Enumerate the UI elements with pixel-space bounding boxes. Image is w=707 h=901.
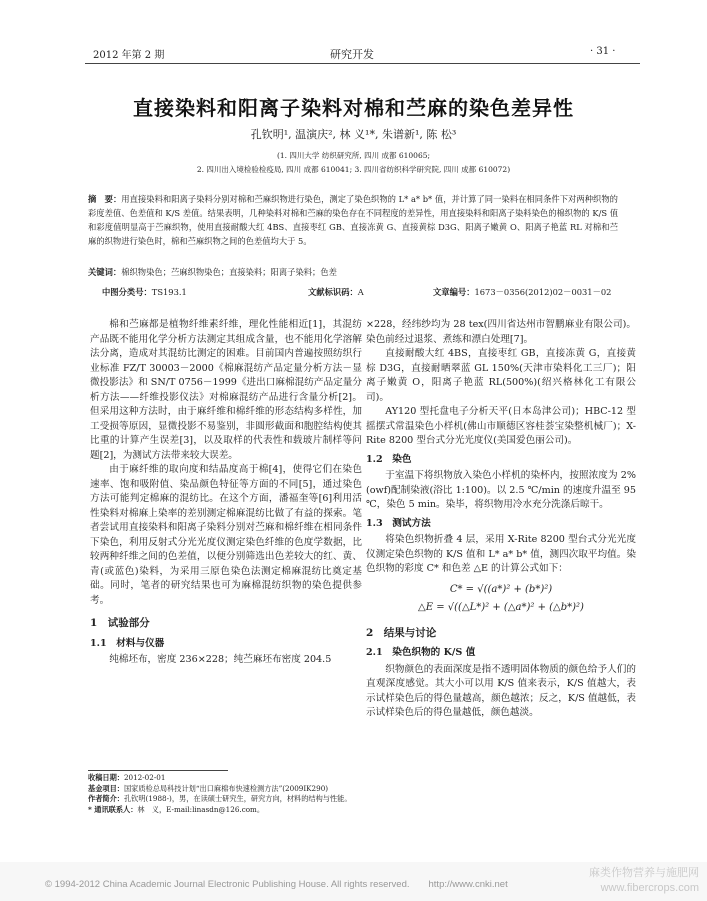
- watermark-line-2: www.fibercrops.com: [600, 882, 699, 894]
- footnotes: [88, 773, 366, 815]
- abstract-label: 摘 要：: [88, 194, 122, 204]
- section-heading-2: 2 结果与讨论: [366, 626, 437, 639]
- doc-code: A: [357, 287, 364, 297]
- article-number-label: 文章编号：: [433, 287, 475, 297]
- clc-number: TS193.1: [151, 287, 187, 297]
- authors: 孔钦明¹, 温演庆², 林 义¹*, 朱谱新¹, 陈 松³: [250, 128, 457, 141]
- article-title: 直接染料和阳离子染料对棉和苎麻的染色差异性: [133, 96, 574, 120]
- header-left: 2012 年第 2 期: [93, 50, 165, 61]
- right-column: [366, 318, 636, 721]
- keywords: [88, 265, 618, 279]
- copyright-notice: © 1994-2012 China Academic Journal Electronic Publishing House. All rights reserved. http://www.cnki.net: [45, 879, 508, 890]
- subsection-heading-1-1: 1.1 材料与仪器: [90, 637, 165, 649]
- left-column: [90, 318, 362, 668]
- watermark-line-1: 麻类作物营养与施肥网: [589, 867, 699, 879]
- author-bio: 作者简介：孔钦明(1988-)，男，在读硕士研究生，研究方向，材料的结构与性能。: [88, 794, 352, 803]
- subsection-heading-1-3: 1.3 测试方法: [366, 517, 431, 529]
- intro-paragraph-1: 棉和苎麻都是植物纤维素纤维，理化性能相近[1]，其混纺产品既不能用化学分析方法测定其组成含量，也不能用化学溶解法分离，造成对其混纺比测定的困难。目前国内普遍按照纺织行业标准 FZ/T 30003－2000《棉麻混纺产品定量分析方法－显微投影法》和 SN/T 0756－1999《进出口麻棉混纺产品定量分析方法——纤维投影仪法》对棉麻混纺产品进行含量分析[2]。但采用这种方法时，由于麻纤维和棉纤维的形态结构多样性，加工受损等原因，显微投影不易鉴别，非圆形截面和胞腔结构使其比重的计算产生误差[3]，以及取样的代表性和载玻片制样等问题[2]，为测试方法带来较大误差。: [90, 319, 362, 461]
- intro-paragraph-2: 由于麻纤维的取向度和结晶度高于棉[4]，使得它们在染色速率、饱和吸附值、染品颜色特征等方面的不同[5]，通过染色方法可能判定棉麻的混纺比。在这个方面，潘福奎等[6]利用活性染料对棉麻上染率的差别测定棉麻混纺比做了有益的探索。笔者尝试用直接染料和阳离子染料分别对苎麻和棉纤维在相同条件下染色，利用反射式分光光度仪测定染色纤维的色度学数据，比较两种纤维之间的色差值，以便分别筛选出色差较大的红、黄、青(或蓝色)染料，为采用三原色染色法测定棉麻混纺比奠定基础。同时，笔者的研究结果也可为麻棉混纺织物的染色提供参考。: [90, 464, 362, 606]
- keywords-text: 棉织物染色；苎麻织物染色；直接染料；阳离子染料；色差: [121, 267, 337, 277]
- section-heading-1: 1 试验部分: [90, 617, 150, 629]
- fund-note: 基金项目：国家质检总局科技计划“出口麻棉布快速检测方法”(2009IK290): [88, 783, 329, 793]
- site-watermark: [589, 866, 699, 896]
- abstract-text: 用直接染料和阳离子染料分别对棉和苎麻织物进行染色，测定了染色织物的 L* a* b* 值，并计算了同一染料在相同条件下对两种织物的彩度差值、色差值和 K/S 差值。结果表明，几种染料对棉和苎麻的染色存在不同程度的差异性，用直接染料和阳离子染料染色的棉织物的 K/S 值和彩度值明显高于苎麻织物，使用直接耐酸大红 4BS、直接枣红 GB、直接冻黄 G、直接黄棕 D3G、阳离子嫩黄 O、阳离子艳蓝 RL 对棉和苎麻的织物进行染色时，棉和苎麻织物之间的色差值均大于 5。: [88, 194, 618, 246]
- footnote-rule: [88, 770, 228, 771]
- affiliation-line-2: 2. 四川出入境检验检疫局, 四川 成都 610041; 3. 四川省纺织科学研究院, 四川 成都 610072): [196, 165, 511, 174]
- footer-bar: [0, 862, 707, 901]
- keywords-label: 关键词：: [88, 267, 122, 277]
- affiliation-line-1: (1. 四川大学 纺织研究所, 四川 成都 610065;: [276, 151, 431, 160]
- dyes-paragraph: 直接耐酸大红 4BS，直接枣红 GB，直接冻黄 G，直接黄棕 D3G，直接耐晒翠蓝 GL 150%(天津市染料化工三厂)；阳离子嫩黄 O，阳离子艳蓝 RL(500%)(绍兴格林化工有限公司)。: [366, 348, 636, 403]
- header-rule: [85, 63, 640, 64]
- header-center: 研究开发: [330, 48, 374, 61]
- subsection-heading-2-1: 2.1 染色织物的 K/S 值: [366, 647, 476, 658]
- header-right: · 31 ·: [590, 46, 616, 57]
- ks-paragraph: 织物颜色的表面深度是指不透明固体物质的颜色给予人们的直观深度感觉。其大小可以用 K/S 值来表示，K/S 值越大，表示试样染色后的得色量越高，颜色越浓；反之，K/S 值越低，表示试样染色后的得色量越低，颜色越淡。: [366, 663, 636, 718]
- doc-code-label: 文献标识码：: [308, 287, 358, 297]
- instruments-paragraph: AY120 型托盘电子分析天平(日本岛津公司)；HBC-12 型摇摆式常温染色小样机(佛山市顺德区容桂荟宝染整机械厂)；X-Rite 8200 型台式分光光度仪(美国爱色丽公司)。: [366, 406, 636, 446]
- materials-paragraph: 纯棉坯布，密度 236×228；纯苎麻坯布密度 204.5: [109, 654, 332, 665]
- color-difference-formula: △E = √((△L*)² + (△a*)² + (△b*)²): [418, 602, 584, 613]
- dyeing-paragraph: 于室温下将织物放入染色小样机的染杯内，按照浓度为 2%(owf)配制染液(浴比 1:100)。以 2.5 ℃/min 的速度升温至 95 ℃，染色 5 min。染毕，将织物用冷水充分洗涤后晾干。: [366, 470, 636, 510]
- article-number: 1673－0356(2012)02－0031－02: [474, 287, 612, 297]
- corresponding-author: * 通讯联系人：林 义，E-mail:linasdn@126.com。: [88, 804, 265, 814]
- chroma-formula: C* = √((a*)² + (b*)²): [449, 583, 553, 595]
- abstract: [88, 192, 618, 248]
- received-date: 收稿日期：2012-02-01: [88, 773, 166, 782]
- subsection-heading-1-2: 1.2 染色: [366, 453, 412, 465]
- testing-paragraph: 将染色织物折叠 4 层，采用 X-Rite 8200 型台式分光光度仪测定染色织物的 K/S 值和 L* a* b* 值，测四次取平均值。染色织物的彩度 C* 和色差 △E 的计算公式如下：: [366, 534, 636, 574]
- materials-continued: ×228，经纬纱均为 28 tex(四川省达州市智鹏麻业有限公司)。染色前经过退浆、煮练和漂白处理[7]。: [366, 319, 636, 345]
- clc-label: 中图分类号：: [102, 287, 152, 297]
